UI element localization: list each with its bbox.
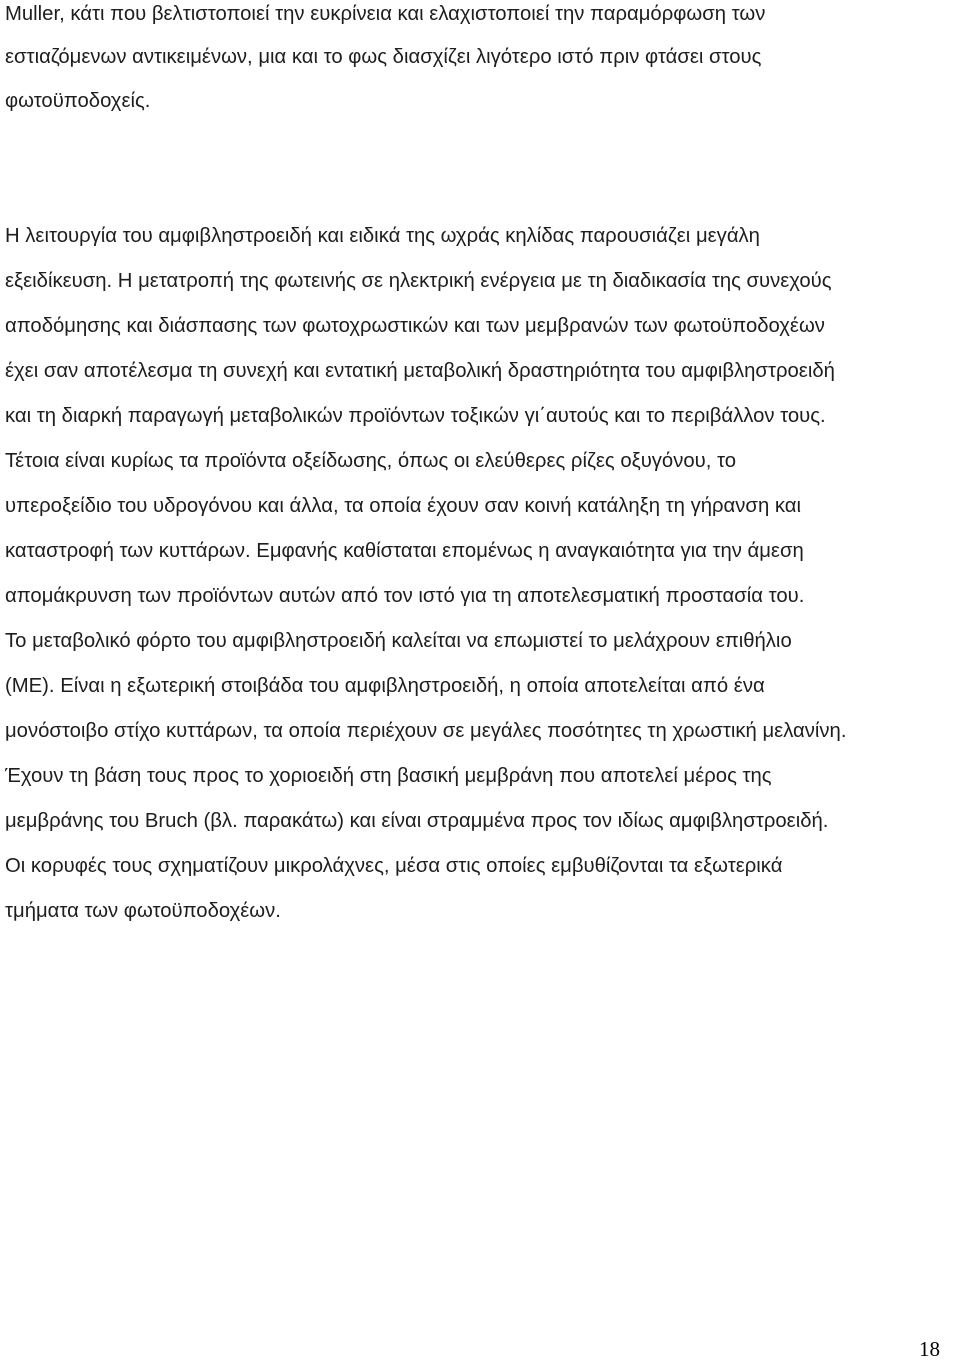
text-line: αποδόμησης και διάσπασης των φωτοχρωστικών και των μεμβρανών των φωτοϋποδοχέων [5, 315, 825, 337]
text-line: μονόστοιβο στίχο κυττάρων, τα οποία περιέχουν σε μεγάλες ποσότητες τη χρωστική μελανίνη. [5, 720, 847, 742]
text-line: Οι κορυφές τους σχηματίζουν μικρολάχνες, μέσα στις οποίες εμβυθίζονται τα εξωτερικά [5, 855, 783, 877]
text-line: τμήματα των φωτοϋποδοχέων. [5, 900, 281, 922]
text-line: (ΜΕ). Είναι η εξωτερική στοιβάδα του αμφιβληστροειδή, η οποία αποτελείται από ένα [5, 675, 765, 697]
text-line: έχει σαν αποτέλεσμα τη συνεχή και εντατική μεταβολική δραστηριότητα του αμφιβληστροειδή [5, 360, 835, 382]
text-line: μεμβράνης του Bruch (βλ. παρακάτω) και είναι στραμμένα προς τον ιδίως αμφιβληστροειδή. [5, 810, 829, 832]
text-line: Το μεταβολικό φόρτο του αμφιβληστροειδή καλείται να επωμιστεί το μελάχρουν επιθήλιο [5, 630, 792, 652]
text-line: εξειδίκευση. Η μετατροπή της φωτεινής σε ηλεκτρική ενέργεια με τη διαδικασία της συνεχούς [5, 270, 832, 292]
text-line: και τη διαρκή παραγωγή μεταβολικών προϊόντων τοξικών γι΄αυτούς και το περιβάλλον τους. [5, 405, 826, 427]
text-line: εστιαζόμενων αντικειμένων, μια και το φως διασχίζει λιγότερο ιστό πριν φτάσει στους [5, 46, 762, 68]
text-line: Έχουν τη βάση τους προς το χοριοειδή στη βασική μεμβράνη που αποτελεί μέρος της [5, 765, 772, 787]
text-line: υπεροξείδιο του υδρογόνου και άλλα, τα οποία έχουν σαν κοινή κατάληξη τη γήρανση και [5, 495, 801, 517]
text-line: Τέτοια είναι κυρίως τα προϊόντα οξείδωσης, όπως οι ελεύθερες ρίζες οξυγόνου, το [5, 450, 736, 472]
text-line: φωτοϋποδοχείς. [5, 90, 151, 112]
text-line: Muller, κάτι που βελτιστοποιεί την ευκρίνεια και ελαχιστοποιεί την παραμόρφωση των [5, 3, 766, 25]
text-line: Η λειτουργία του αμφιβληστροειδή και ειδικά της ωχράς κηλίδας παρουσιάζει μεγάλη [5, 225, 760, 247]
text-line: καταστροφή των κυττάρων. Εμφανής καθίσταται επομένως η αναγκαιότητα για την άμεση [5, 540, 804, 562]
page-number: 18 [919, 1337, 940, 1361]
text-line: απομάκρυνση των προϊόντων αυτών από τον ιστό για τη αποτελεσματική προστασία του. [5, 585, 805, 607]
